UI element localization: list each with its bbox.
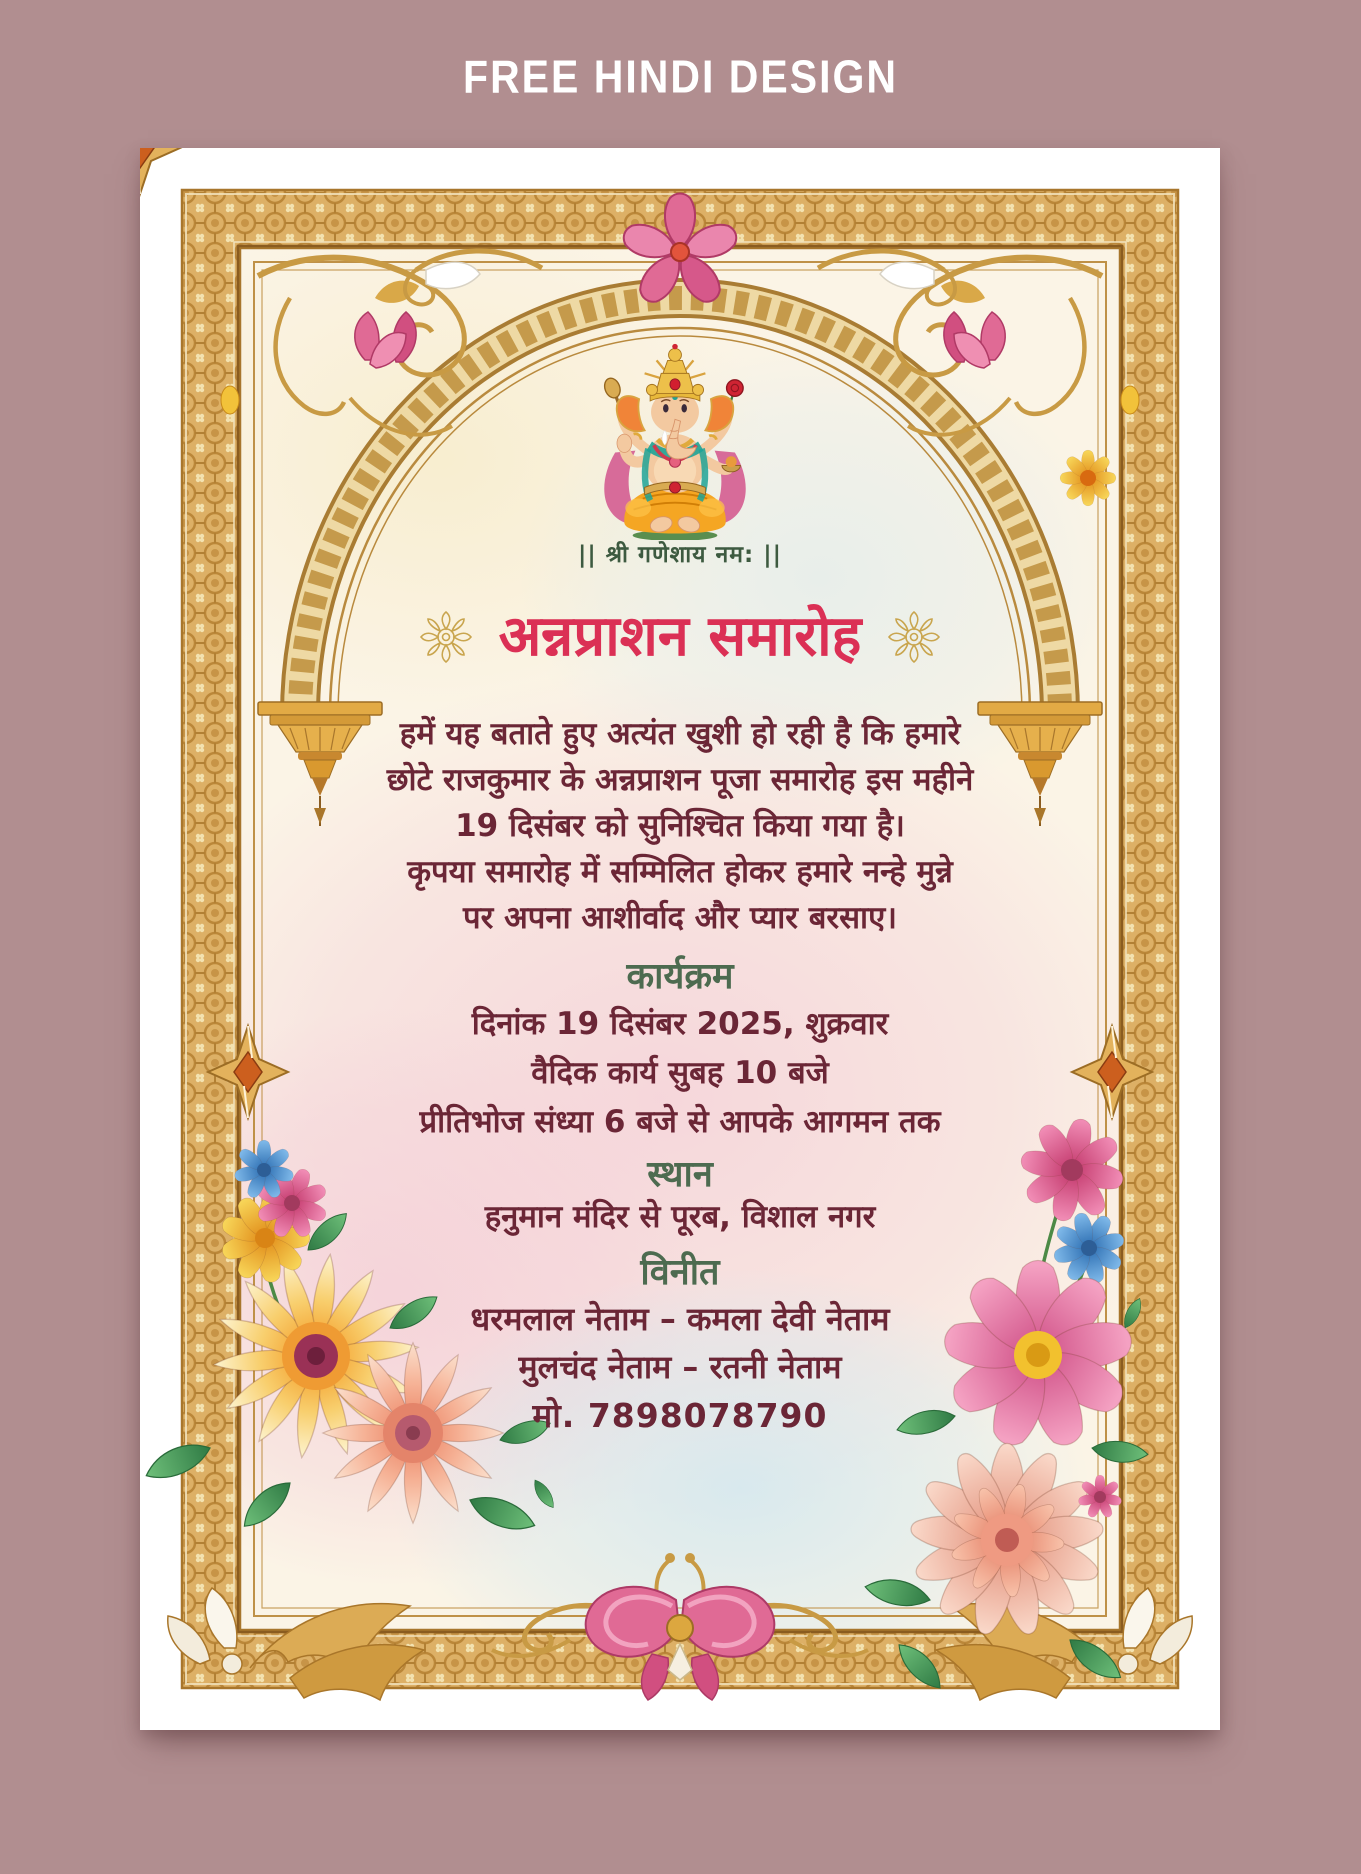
phone-number: मो. 7898078790 — [532, 1396, 828, 1435]
invitation-message — [140, 711, 1220, 941]
gold-star-icon — [140, 148, 180, 194]
program-details — [140, 1000, 1220, 1147]
invitation-line: 19 दिसंबर को सुनिश्चित किया गया है। — [455, 808, 905, 844]
invitation-line: हमें यह बताते हुए अत्यंत खुशी हो रही है कि हमारे — [399, 716, 961, 752]
invitation-card — [140, 148, 1220, 1730]
ganesh-mantra: || श्री गणेशाय नम: || — [577, 542, 783, 568]
gold-rosette-icon — [419, 610, 473, 664]
host-names — [140, 1295, 1220, 1391]
invitation-line: पर अपना आशीर्वाद और प्यार बरसाए। — [463, 900, 897, 936]
venue-line: हनुमान मंदिर से पूरब, विशाल नगर — [484, 1199, 876, 1235]
program-line: दिनांक 19 दिसंबर 2025, शुक्रवार — [471, 1006, 889, 1042]
watermark-text: FREE HINDI DESIGN — [463, 51, 898, 103]
venue-heading: स्थान — [647, 1154, 713, 1195]
card-title: अन्नप्राशन समारोह — [498, 604, 862, 669]
invitation-line: छोटे राजकुमार के अन्नप्राशन पूजा समारोह इस महीने — [386, 762, 974, 798]
program-line: वैदिक कार्य सुबह 10 बजे — [531, 1055, 829, 1091]
host-line: धरमलाल नेताम – कमला देवी नेताम — [470, 1300, 890, 1338]
host-line: मुलचंद नेताम – रतनी नेताम — [518, 1348, 842, 1386]
invitation-line: कृपया समारोह में सम्मिलित होकर हमारे नन्हे मुन्ने — [407, 854, 953, 890]
program-line: प्रीतिभोज संध्या 6 बजे से आपके आगमन तक — [419, 1104, 941, 1140]
title-row — [140, 598, 1220, 676]
program-heading: कार्यक्रम — [626, 956, 734, 997]
hosts-heading: विनीत — [640, 1252, 720, 1293]
gold-rosette-icon — [887, 610, 941, 664]
